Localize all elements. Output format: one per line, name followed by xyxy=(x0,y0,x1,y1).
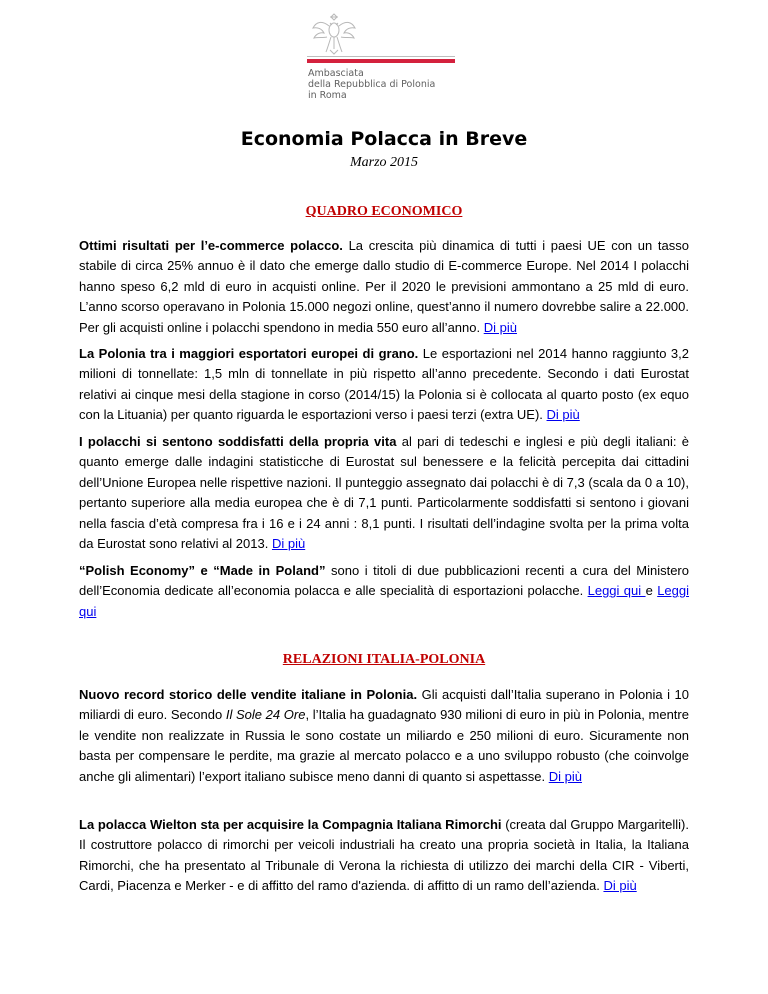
news-item-body: (creata dal Gruppo Margaritelli). Il costruttore polacco di rimorchi per veicoli industriali ha creato una propria società in Italia, la Italiana Rimorchi, che ha presentato al Tribunale di Verona la richiesta di utilizzo dei marchi della CIR - Viberti, Cardi, Piacenza e Merker - e di affitto del ramo d'azienda. di affitto di un ramo dell’azienda. xyxy=(79,817,689,894)
news-item-body: Le esportazioni nel 2014 hanno raggiunto 3,2 milioni di tonnellate: 1,5 mln di tonnellate in più rispetto all’anno precedente. Secondo i dati Eurostat relativi ai cinque mesi della stagione in corso (2014/15) la Polonia si è collocata al quarto posto (ex equo con la Lituania) per quanto riguarda le esportazioni verso i paesi terzi (extra UE). xyxy=(79,346,689,423)
news-item-conjunction: e xyxy=(645,583,658,599)
news-item-body: Gli acquisti dall’Italia superano in Polonia i 10 miliardi di euro. Secondo xyxy=(79,687,689,723)
news-item-body: al pari di tedeschi e inglesi e più degli italiani: è quanto emerge dalle indagini statisticche di Eurostat sul benessere e la felicità percepita dai cittadini dell’Unione Europea nelle rispettive nazioni. Il punteggio assegnato dai polacchi è di 7,3 (scala da 0 a 10), pertanto superiore alla media europea che è di 7,1 punti. Particolarmente soddisfatti si sentono i giovani nella fascia d’età compresa fra i 16 e i 24 anni : 8,1 punti. I risultati dell’indagine svolta per la prima volta da Eurostat sono relativi al 2013. xyxy=(79,434,689,552)
read-more-link[interactable]: Di più xyxy=(603,878,637,894)
header-accent-bar xyxy=(307,59,455,63)
embassy-name-line-2: della Repubblica di Polonia xyxy=(308,79,436,90)
read-more-link[interactable]: Di più xyxy=(546,407,580,423)
newspaper-name: Il Sole 24 Ore xyxy=(225,707,306,723)
embassy-name-line-3: in Roma xyxy=(308,90,347,101)
read-more-link[interactable]: Di più xyxy=(548,768,582,784)
news-item-wielton xyxy=(79,815,689,897)
news-item-body-cont: , l’Italia ha guadagnato 930 milioni di euro in più in Polonia, mentre le vendite non realizzate in Russia le sono costate un miliardo e 250 milioni di euro. Sicuramente non basta per compensare le perdite, ma grazie al mercato polacco e a uno sviluppo robusto (che coinvolge anche gli alimentari) l’export italiano subisce meno danni di quanto si aspettasse. xyxy=(79,707,689,784)
news-item-title: La polacca Wielton sta per acquisire la Compagnia Italiana Rimorchi xyxy=(79,817,502,832)
embassy-name xyxy=(308,68,508,101)
section-heading-quadro-economico: QUADRO ECONOMICO xyxy=(305,204,463,219)
news-item-publications xyxy=(79,561,689,622)
news-item-title: I polacchi si sentono soddisfatti della propria vita xyxy=(79,434,397,449)
document-title: Economia Polacca in Breve xyxy=(240,128,528,150)
news-item-title: La Polonia tra i maggiori esportatori europei di grano. xyxy=(79,346,419,361)
news-item-ecommerce xyxy=(79,236,689,338)
news-item-title: Ottimi risultati per l’e-commerce polacco. xyxy=(79,238,343,253)
news-item-title: Nuovo record storico delle vendite italiane in Polonia. xyxy=(79,687,418,702)
news-item-body: La crescita più dinamica di tutti i paesi UE con un tasso stabile di circa 25% annuo è il dato che emerge dallo studio di E-commerce Europe. Nel 2014 I polacchi hanno speso 6,2 mld di euro in acquisti online. Per il 2020 le previsioni ammontano a 25 mld di euro. L’anno scorso operavano in Polonia 15.000 negozi online, quest’anno il numero dovrebbe salire a 22.000. Per gli acquisti online i polacchi spendono in media 550 euro all’anno. xyxy=(79,238,689,335)
news-item-grain-export xyxy=(79,344,689,426)
read-here-link-2[interactable]: Leggi qui xyxy=(79,583,689,619)
news-item-life-satisfaction xyxy=(79,432,689,554)
document-date: Marzo 2015 xyxy=(349,155,419,170)
read-more-link[interactable]: Di più xyxy=(483,319,517,335)
header-divider xyxy=(307,56,455,57)
news-item-title: “Polish Economy” e “Made in Poland” xyxy=(79,563,326,578)
read-more-link[interactable]: Di più xyxy=(271,536,306,552)
read-here-link-1[interactable]: Leggi qui xyxy=(587,583,646,599)
news-item-italian-sales xyxy=(79,685,689,787)
embassy-name-line-1: Ambasciata xyxy=(308,68,364,79)
section-heading-relazioni: RELAZIONI ITALIA-POLONIA xyxy=(282,652,486,667)
polish-eagle-emblem-icon xyxy=(310,10,358,58)
news-item-body: sono i titoli di due pubblicazioni recenti a cura del Ministero dell’Economia dedicate all’economia polacca e alle specialità di esportazioni polacche. xyxy=(79,563,689,599)
